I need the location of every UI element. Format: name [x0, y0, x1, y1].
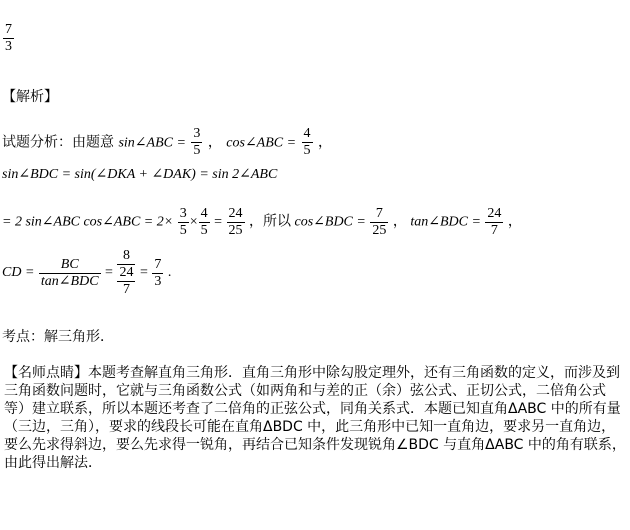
fraction-num: BC [39, 257, 101, 274]
sin-abc-den: 5 [193, 143, 201, 158]
sin-abc-num: 3 [193, 126, 201, 141]
separator: ， [207, 134, 222, 151]
fraction-24-7 [485, 206, 503, 239]
analysis-line-1 [2, 126, 332, 159]
line-end: . [167, 265, 172, 281]
so-text: ，所以 [249, 213, 291, 230]
equals-sign: = [105, 265, 113, 281]
cos-abc-num: 4 [303, 126, 311, 141]
fraction-den: 7 [122, 282, 130, 297]
fraction-den: 25 [372, 223, 387, 238]
fraction-3-5 [178, 206, 189, 239]
cos-abc-label: cos∠ABC = [226, 135, 297, 151]
tan-bdc-label: tan∠BDC = [410, 214, 481, 230]
answer-numerator: 7 [5, 22, 12, 37]
line-end: ， [507, 213, 522, 230]
fraction-num: 24 [487, 206, 502, 221]
fraction-den: 5 [200, 223, 208, 238]
double-angle-expr: = 2 sin∠ABC cos∠ABC = 2× [2, 214, 174, 230]
analysis-prefix: 试题分析：由题意 [2, 134, 114, 151]
cos-abc-fraction [302, 126, 313, 159]
cd-label: CD = [2, 265, 35, 281]
fraction-4-5 [199, 206, 210, 239]
fraction-num: 4 [200, 206, 208, 221]
cos-abc-den: 5 [303, 143, 311, 158]
times-sign: × [189, 214, 198, 230]
fraction-7-25 [370, 206, 388, 239]
fraction-den: 7 [490, 223, 498, 238]
sin-abc-label: sin∠ABC = [118, 135, 186, 151]
fraction-num: 3 [179, 206, 187, 221]
analysis-line-4 [2, 248, 171, 298]
analysis-line-2: sin∠BDC = sin(∠DKA + ∠DAK) = sin 2∠ABC [2, 167, 278, 182]
section-heading: 【解析】 [2, 89, 58, 105]
fraction-num: 7 [370, 206, 388, 223]
cos-bdc-label: cos∠BDC = [294, 214, 366, 230]
fraction-num: 24 [228, 206, 243, 221]
fraction-num: 8 [117, 248, 135, 265]
teacher-note: 【名师点睛】本题考查解直角三角形．直角三角形中除勾股定理外，还有三角函数的定义，而涉及到三角函数问题时，它就与三角函数公式（如两角和与差的正（余）弦公式、正切公式，二倍角公式等）建立联系，所以本题还考查了二倍角的正弦公式，同角关系式．本题已知直角ΔABC 中的所有量（三边，三角），要求的线段长可能在直角ΔBDC 中，此三角形中已知一直角边，要求另一直角边，要么先求得斜边，要么先求得一锐角，再结合已知条件发现锐角∠BDC 与直角ΔABC 中的角有联系，由此得出解法． [4, 365, 626, 471]
analysis-line-3 [2, 206, 522, 239]
fraction-den: tan∠BDC [40, 273, 99, 289]
fraction-num: 7 [154, 256, 162, 272]
equals-sign: = [139, 265, 148, 281]
sin-abc-fraction [191, 126, 202, 159]
result-fraction [152, 257, 163, 290]
kaodian-line: 考点：解三角形． [2, 329, 114, 345]
equals-sign: = [214, 214, 222, 230]
fraction-den: 3 [154, 273, 162, 289]
fraction-24-25 [227, 206, 245, 239]
fraction-den: 5 [179, 223, 187, 238]
nested-fraction [117, 265, 135, 298]
separator: ， [392, 213, 407, 230]
answer-fraction [2, 22, 15, 55]
bc-over-tan-fraction [39, 257, 101, 290]
answer-denominator: 3 [5, 39, 12, 54]
fraction-den: 25 [228, 223, 243, 238]
fraction-num: 24 [119, 265, 134, 280]
line-end: ， [317, 134, 332, 151]
complex-fraction [117, 248, 135, 298]
